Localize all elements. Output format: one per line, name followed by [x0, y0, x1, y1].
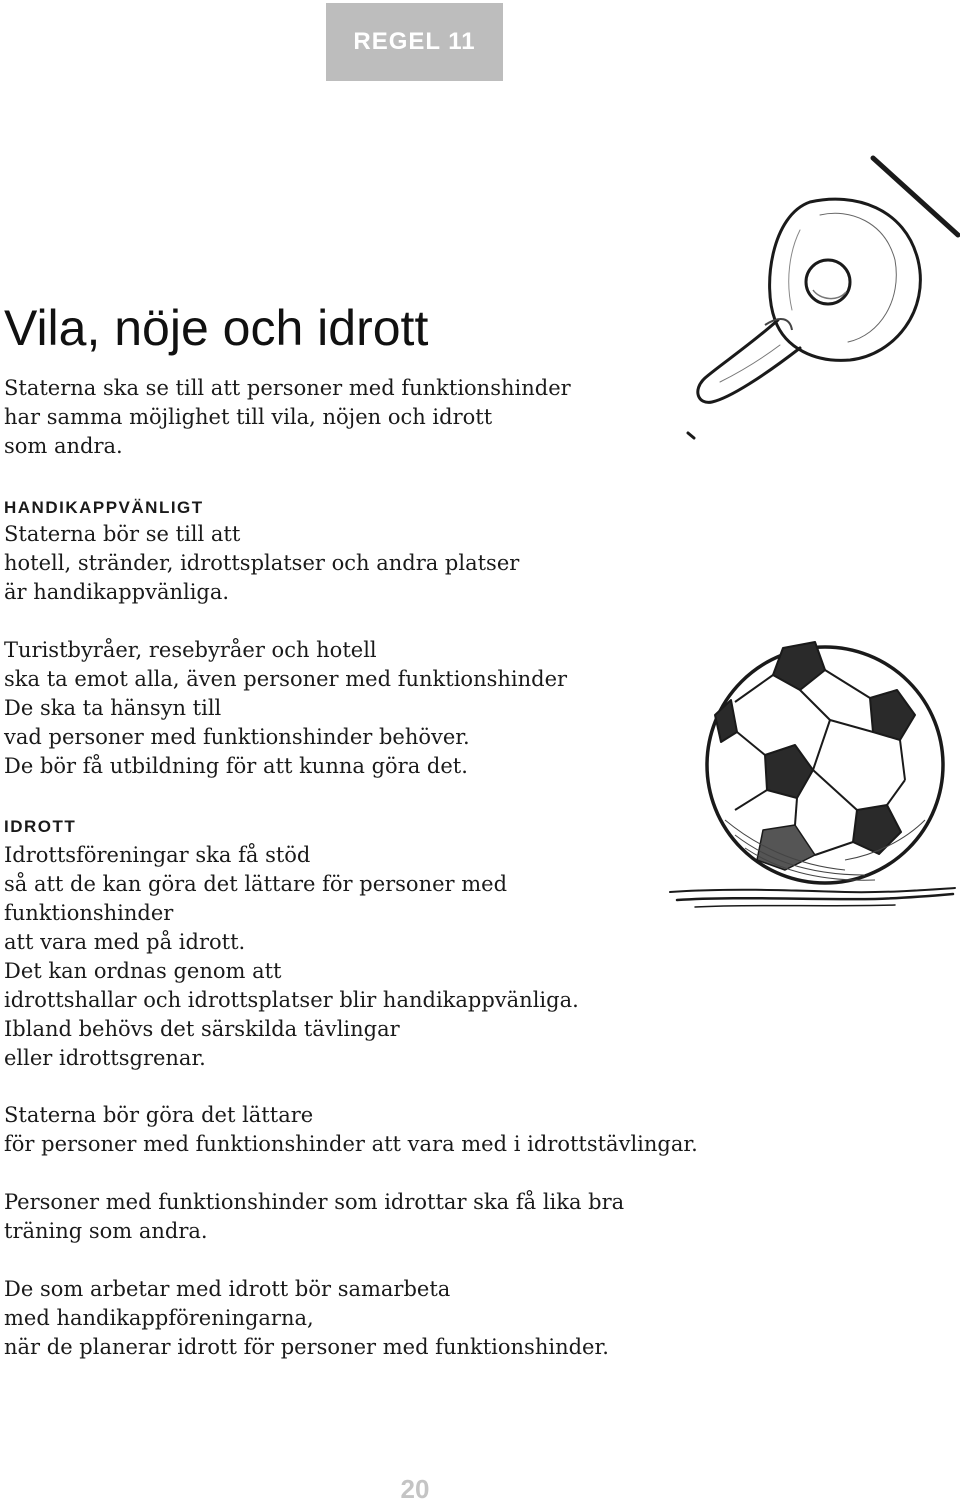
intro-paragraph: Staterna ska se till att personer med funktionshinder har samma möjlighet till vila, nöjen och idrott som andra. [4, 376, 571, 458]
accessible-heading: HANDIKAPPVÄNLIGT [4, 498, 204, 517]
accessible-paragraph-1: Staterna bör se till att hotell, stränder, idrottsplatser och andra platser är handikappvänliga. [4, 522, 520, 604]
sport-heading: IDROTT [4, 817, 77, 836]
sport-paragraph-1: Idrottsföreningar ska få stöd så att de kan göra det lättare för personer med funktionshinder att vara med på idrott. Det kan ordnas genom att idrottshallar och idrottsplatser blir handikappvänliga. Ibland behövs det särskilda tävlingar eller idrottsgrenar. [4, 843, 579, 1070]
sport-paragraph-4: De som arbetar med idrott bör samarbeta med handikappföreningarna, när de planerar idrott för personer med funktionshinder. [4, 1277, 609, 1359]
rule-badge: REGEL 11 [326, 3, 503, 81]
table-tennis-illustration [680, 150, 960, 445]
page-title: Vila, nöje och idrott [4, 300, 429, 356]
football-illustration [665, 620, 960, 920]
page-number: 20 [400, 1474, 430, 1504]
accessible-paragraph-2: Turistbyråer, resebyråer och hotell ska ta emot alla, även personer med funktionshinder De ska ta hänsyn till vad personer med funktionshinder behöver. De bör få utbildning för att kunna göra det. [4, 638, 568, 778]
sport-paragraph-2: Staterna bör göra det lättare för personer med funktionshinder att vara med i idrottstävlingar. [4, 1103, 698, 1156]
sport-paragraph-3: Personer med funktionshinder som idrottar ska få lika bra träning som andra. [4, 1190, 625, 1243]
